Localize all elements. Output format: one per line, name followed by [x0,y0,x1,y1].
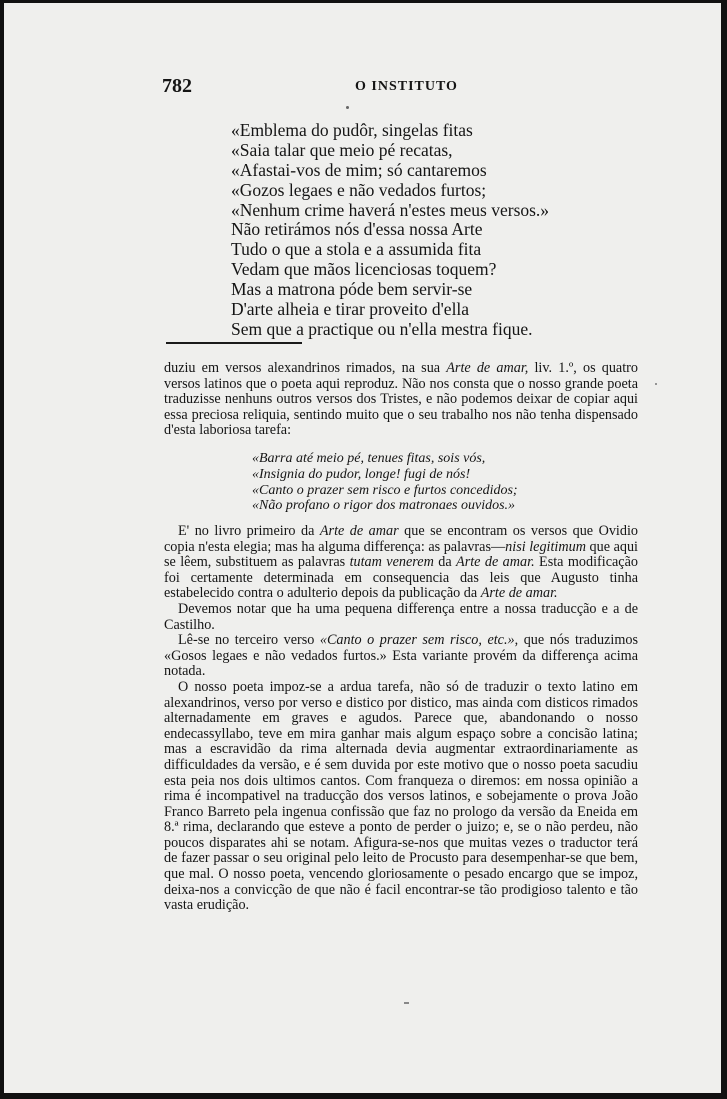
poem-line: Vedam que mãos licenciosas toquem? [231,259,497,280]
poem-line: Sem que a practique ou n'ella mestra fique. [231,318,533,339]
commentary-paragraph [164,633,638,680]
text-run: Esta modificação foi certamente determinada em consequencia das leis que Augusto tinha estabelecido contra o adulterio depois da publicação da [164,554,638,602]
poem-line: Tudo o que a stola e a assumida fita [231,239,482,260]
footnote-text-run: duziu em versos alexandrinos rimados, na sua [164,360,447,376]
commentary-paragraph [164,524,638,602]
quote-line: «Canto o prazer sem risco e furtos concedidos; [252,482,518,498]
book-page [4,3,721,1093]
italic-term: Arte de amar. [456,554,535,571]
poem-line: «Afastai-vos de mim; só cantaremos [231,159,487,180]
italic-term: Arte de amar. [480,585,558,602]
footnote-paragraph [164,361,638,439]
page-number: 782 [162,75,192,97]
commentary-text [164,524,638,914]
italic-term: «Canto o prazer sem risco, etc.» [319,632,515,649]
italic-term: tutam venerem [349,554,434,571]
commentary-paragraph: Devemos notar que ha uma pequena differença entre a nossa traducção e a de Castilho. [164,600,638,633]
quote-line: «Barra até meio pé, tenues fitas, sois vós, [252,451,486,466]
poem-line: Não retirámos nós d'essa nossa Arte [231,219,483,240]
poem-line: «Emblema do pudôr, singelas fitas [231,120,473,140]
translated-quote [252,451,632,514]
paper-speck [404,1002,409,1004]
page-header [162,75,602,99]
poem-line: «Nenhum crime haverá n'estes meus versos.» [231,199,550,220]
paper-speck [346,106,349,109]
poem-stanza [231,121,631,340]
running-title: O INSTITUTO [355,79,458,94]
poem-line: D'arte alheia e tirar proveito d'ella [231,299,470,320]
italic-term: Arte de amar [319,523,399,539]
poem-line: Mas a matrona póde bem servir-se [231,279,473,300]
commentary-paragraph: O nosso poeta impoz-se a ardua tarefa, não só de traduzir o texto latino em alexandrinos, verso por verso e distico por distico, mas ainda com disticos rimados alternadamente em graves e agudos. Parece que, abandonando o nosso endecassyllabo, teve em mira ganhar mais algum espaço sobre a concisão latina; mas a escravidão da rima alternada devia augmentar extraordinariamente as difficuldades da versão, e é sem duvida por este motivo que o nosso poeta sacudiu esta peia nos dois ultimos cantos. Com franqueza o diremos: em nossa opinião a rima é incompativel na traducção dos versos latinos, e sobejamente o prova João Franco Barreto pela ingenua confissão que faz no prologo da versão da Eneida em 8.ª rima, declarando que esteve a ponto de perder o juizo; e, se o não perdeu, não poucos disparates ahi se notam. Afigura-se-nos que muitas vezes o traductor terá de fazer passar o seu original pelo leito de Procusto para desempenhar-se que bem, que mal. O nosso poeta, vencendo gloriosamente o pesado encargo que se impoz, deixa-nos a convicção de que não é facil encontrar-se tão prodigioso talento e tão vasta erudição. [164,678,638,914]
italic-term: nisi legitimum [505,538,586,555]
footnote-divider [166,342,302,344]
text-run: Lê-se no terceiro verso [178,632,320,649]
quote-line: «Insignia do pudor, longe! fugi de nós! [252,466,471,482]
quote-line: «Não profano o rigor dos matronaes ouvidos.» [252,498,516,514]
text-run: que se encontram os versos que Ovidio copia n'esta elegia; mas ha alguma differença: as palavras— [164,523,638,555]
text-run: E' no livro primeiro da [178,523,320,539]
text-run: da [433,554,457,571]
footnote-italic-title: Arte de amar, [446,360,529,376]
paper-speck [655,383,657,385]
text-run: , que nós traduzimos «Gosos legaes e não vedados furtos.» Esta variante provém da differença acima notada. [164,632,638,680]
text-run: que aqui se lêem, substituem as palavras [164,538,638,571]
poem-line: «Gozos legaes e não vedados furtos; [231,179,487,200]
footnote-text [164,361,638,439]
poem-line: «Saia talar que meio pé recatas, [231,139,453,160]
footnote-text-run: liv. 1.º, os quatro versos latinos que o poeta aqui reproduz. Não nos consta que o nosso grande poeta traduzisse nenhuns outros versos dos Tristes, e não podemos deixar de copiar aqui essa preciosa reliquia, sentindo muito que o seu trabalho nos não tenha dispensado d'esta laboriosa tarefa: [164,360,638,439]
